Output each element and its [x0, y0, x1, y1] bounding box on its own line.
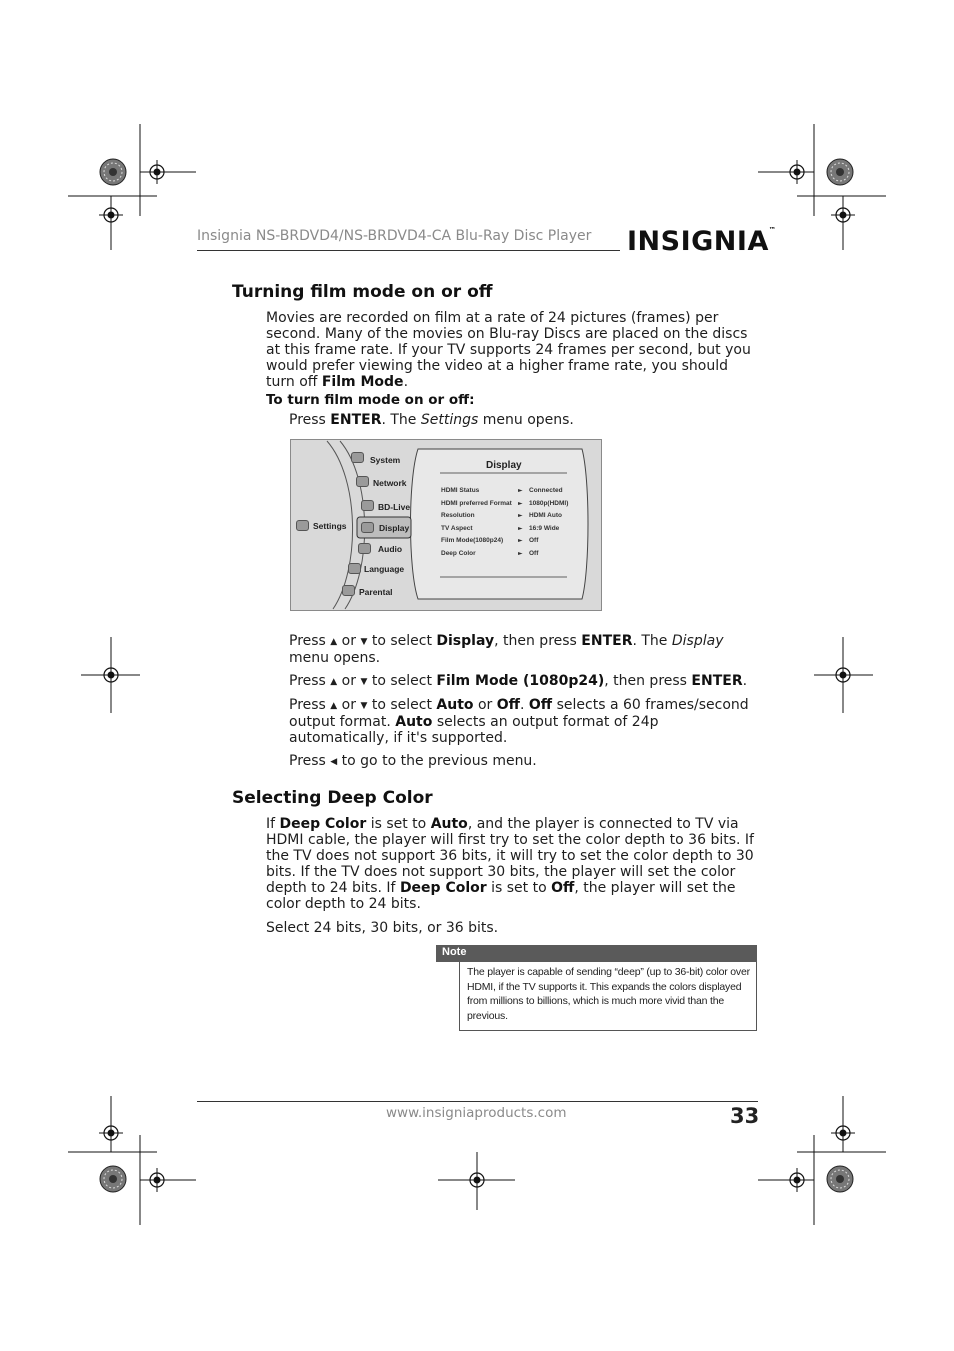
row-value: 16:9 Wide [529, 525, 560, 532]
audio-icon [358, 543, 371, 554]
panel-title-display: Display [486, 460, 522, 471]
up-arrow-icon: ▲ [330, 637, 338, 647]
step-2: Press ▲ or ▼ to select Display, then press ENTER. The Display menu opens. [289, 633, 724, 666]
section-heading-deep-color: Selecting Deep Color [232, 788, 433, 808]
running-header-title: Insignia NS-BRDVD4/NS-BRDVD4-CA Blu-Ray Disc Player [197, 228, 592, 244]
film-mode-intro: Movies are recorded on film at a rate of 24 pictures (frames) per second. Many of the movies on Blu-ray Discs are placed on the discs at this frame rate. If your TV supports 24 frames per second, but you would prefer viewing the video at a higher frame rate, you should turn off Film Mode. [266, 310, 751, 390]
deep-color-options: Select 24 bits, 30 bits, or 36 bits. [266, 920, 499, 936]
step-5: Press ◀ to go to the previous menu. [289, 753, 537, 769]
right-arrow-icon: ► [518, 537, 523, 544]
menu-item-parental: Parental [359, 587, 393, 597]
language-icon [348, 563, 361, 574]
row-key: TV Aspect [441, 525, 473, 532]
right-arrow-icon: ► [518, 550, 523, 557]
note-text: The player is capable of sending “deep” (up to 36-bit) color over HDMI, if the TV supports it. This expands the colors displayed from millions to billions, which is much more vivid than the previous. [459, 962, 757, 1031]
step-3: Press ▲ or ▼ to select Film Mode (1080p24), then press ENTER. [289, 673, 748, 689]
procedure-subheading: To turn film mode on or off: [266, 392, 475, 408]
step-1: Press ENTER. The Settings menu opens. [289, 412, 574, 428]
row-key: Deep Color [441, 550, 476, 557]
menu-item-bd-live: BD-Live [378, 502, 411, 512]
bd-live-icon [361, 500, 374, 511]
parental-icon [342, 585, 355, 596]
note-label: Note [436, 945, 757, 962]
footer-rule [197, 1101, 758, 1102]
settings-icon [296, 520, 309, 531]
logo-trademark: ™ [768, 226, 777, 234]
right-arrow-icon: ► [518, 512, 523, 519]
row-key: HDMI Status [441, 487, 480, 494]
section-heading-film-mode: Turning film mode on or off [232, 282, 493, 302]
menu-settings-label: Settings [313, 521, 347, 531]
up-arrow-icon: ▲ [330, 677, 338, 687]
page-number: 33 [730, 1104, 760, 1128]
menu-item-network: Network [373, 478, 407, 488]
network-icon [356, 476, 369, 487]
deep-color-paragraph: If Deep Color is set to Auto, and the player is connected to TV via HDMI cable, the player will first try to set the color depth to 36 bits. If the TV does not support 36 bits, it will try to set the color depth to 30 bits. If the TV does not support 30 bits, the player will set the color depth to 24 bits. If Deep Color is set to Off, the player will set the color depth to 24 bits. [266, 816, 754, 912]
logo-text: INSIGNIA [627, 226, 769, 257]
footer-url: www.insigniaproducts.com [386, 1105, 567, 1121]
right-arrow-icon: ► [518, 525, 523, 532]
left-arrow-icon: ◀ [330, 757, 338, 767]
up-arrow-icon: ▲ [330, 701, 338, 711]
down-arrow-icon: ▼ [360, 637, 368, 647]
menu-item-audio: Audio [378, 544, 403, 554]
menu-item-display: Display [379, 523, 410, 533]
row-value: 1080p(HDMI) [529, 500, 569, 507]
row-value: Connected [529, 487, 563, 494]
insignia-logo [627, 226, 776, 257]
row-value: HDMI Auto [529, 512, 562, 519]
row-key: HDMI preferred Format [441, 500, 512, 507]
right-arrow-icon: ► [518, 500, 523, 507]
row-key: Film Mode(1080p24) [441, 537, 504, 544]
down-arrow-icon: ▼ [360, 677, 368, 687]
system-icon [351, 452, 364, 463]
row-value: Off [529, 537, 539, 544]
header-rule [197, 250, 620, 251]
display-icon [361, 522, 374, 533]
menu-item-language: Language [364, 564, 405, 574]
right-arrow-icon: ► [518, 487, 523, 494]
menu-item-system: System [370, 455, 401, 465]
row-key: Resolution [441, 512, 475, 519]
down-arrow-icon: ▼ [360, 701, 368, 711]
row-value: Off [529, 550, 539, 557]
step-4: Press ▲ or ▼ to select Auto or Off. Off selects a 60 frames/second output format. Auto selects an output format of 24p automatically, if it's supported. [289, 697, 749, 746]
